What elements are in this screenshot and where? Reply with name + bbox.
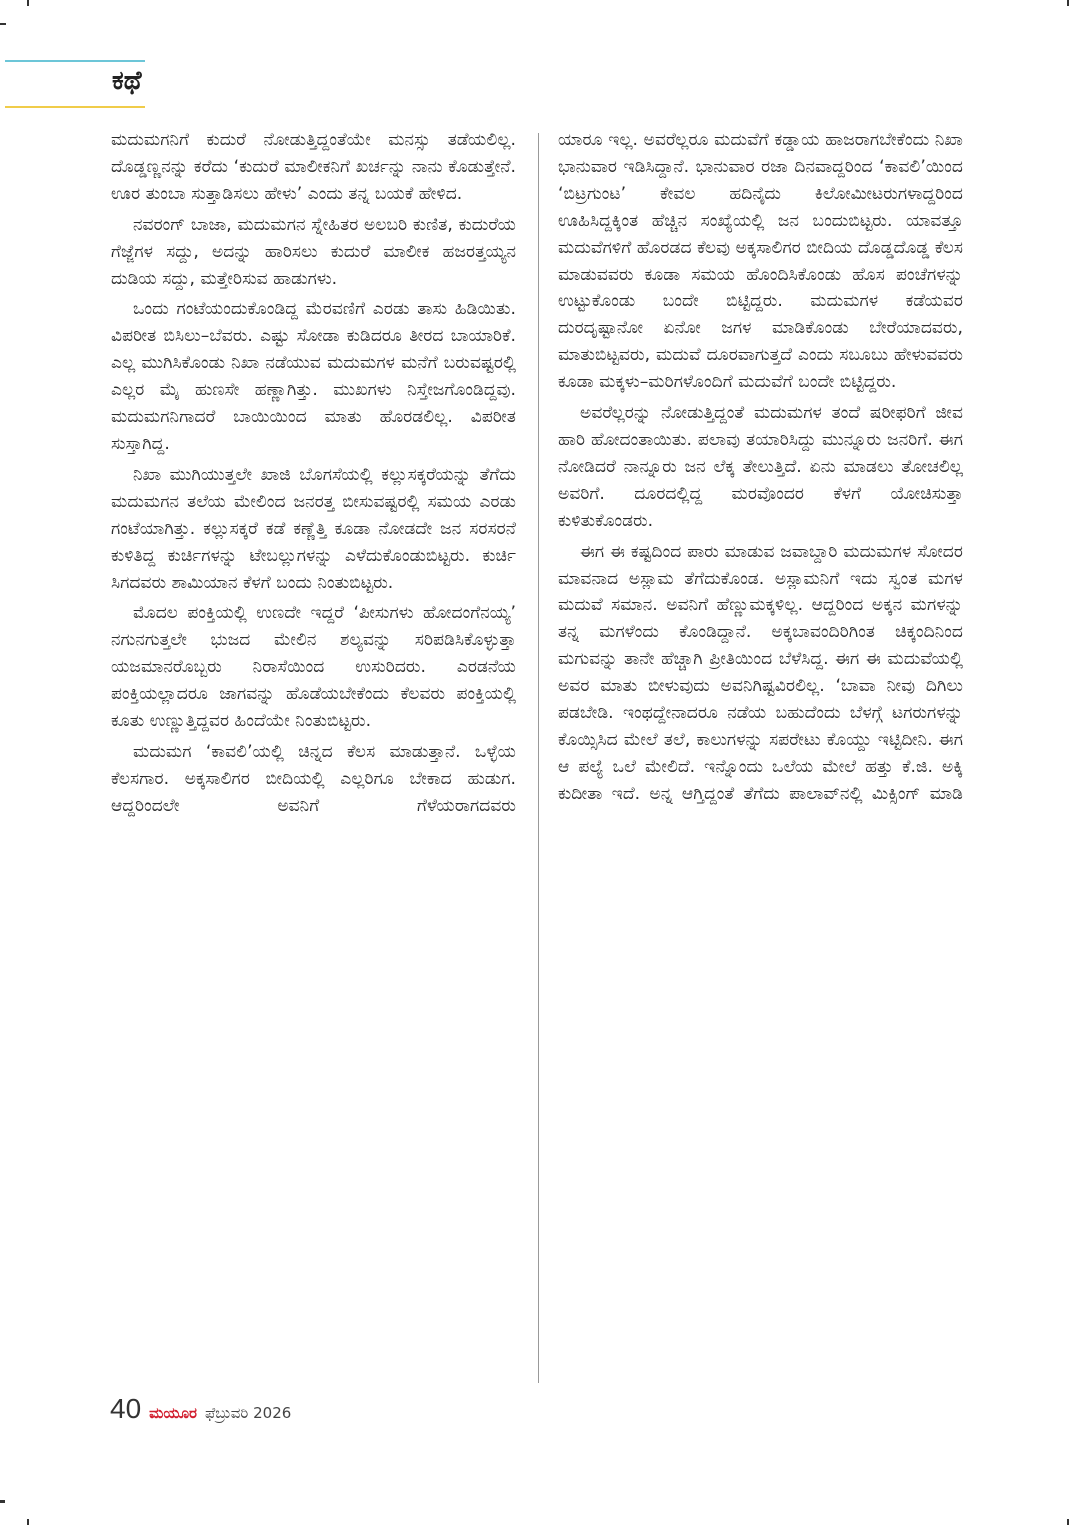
crop-mark <box>27 1519 29 1525</box>
paragraph: ಯಾರೂ ಇಲ್ಲ. ಅವರೆಲ್ಲರೂ ಮದುವೆಗೆ ಕಡ್ಡಾಯ ಹಾಜರಾಗಬೇಕೆಂದು ನಿಖಾ ಭಾನುವಾರ ಇಡಿಸಿದ್ದಾನೆ. ಭಾನುವಾರ ರಜಾ ದಿನವಾದ್ದರಿಂದ ‘ಕಾವಲಿ’ಯಿಂದ ‘ಬಿಟ್ರಗುಂಟ’ ಕೇವಲ ಹದಿನೈದು ಕಿಲೋಮೀಟರುಗಳಾದ್ದರಿಂದ ಊಹಿಸಿದ್ದಕ್ಕಿಂತ ಹೆಚ್ಚಿನ ಸಂಖ್ಯೆಯಲ್ಲಿ ಜನ ಬಂದುಬಿಟ್ಟರು. ಯಾವತ್ತೂ ಮದುವೆಗಳಿಗೆ ಹೊರಡದ ಕೆಲವು ಅಕ್ಕಸಾಲಿಗರ ಬೀದಿಯ ದೊಡ್ಡದೊಡ್ಡ ಕೆಲಸ ಮಾಡುವವರು ಕೂಡಾ ಸಮಯ ಹೊಂದಿಸಿಕೊಂಡು ಹೊಸ ಪಂಚೆಗಳನ್ನು ಉಟ್ಟುಕೊಂಡು ಬಂದೇ ಬಿಟ್ಟಿದ್ದರು. ಮದುಮಗಳ ಕಡೆಯವರ ದುರದೃಷ್ಟಾನೋ ಏನೋ ಜಗಳ ಮಾಡಿಕೊಂಡು ಬೇರೆಯಾದವರು, ಮಾತುಬಿಟ್ಟವರು, ಮದುವೆ ದೂರವಾಗುತ್ತದೆ ಎಂದು ಸಬೂಬು ಹೇಳುವವರು ಕೂಡಾ ಮಕ್ಕಳು–ಮರಿಗಳೊಂದಿಗೆ ಮದುವೆಗೆ ಬಂದೇ ಬಿಟ್ಟಿದ್ದರು. <box>558 130 963 393</box>
right-column <box>558 127 963 812</box>
paragraph: ನವರಂಗ್ ಬಾಜಾ, ಮದುಮಗನ ಸ್ನೇಹಿತರ ಅಲಬರಿ ಕುಣಿತ, ಕುದುರೆಯ ಗೆಜ್ಜೆಗಳ ಸದ್ದು, ಅದನ್ನು ಹಾರಿಸಲು ಕುದುರೆ ಮಾಲೀಕ ಹಜರತ್ತಯ್ಯನ ದುಡಿಯ ಸದ್ದು, ಮತ್ತೇರಿಸುವ ಹಾಡುಗಳು. <box>111 214 516 289</box>
paragraph: ನಿಖಾ ಮುಗಿಯುತ್ತಲೇ ಖಾಜಿ ಬೊಗಸೆಯಲ್ಲಿ ಕಲ್ಲುಸಕ್ಕರೆಯನ್ನು ತೆಗೆದು ಮದುಮಗನ ತಲೆಯ ಮೇಲಿಂದ ಜನರತ್ತ ಬೀಸುವಷ್ಟರಲ್ಲಿ ಸಮಯ ಎರಡು ಗಂಟೆಯಾಗಿತ್ತು. ಕಲ್ಲುಸಕ್ಕರೆ ಕಡೆ ಕಣ್ಣೆತ್ತಿ ಕೂಡಾ ನೋಡದೇ ಜನ ಸರಸರನೆ ಕುಳಿತಿದ್ದ ಕುರ್ಚಿಗಳನ್ನು ಟೇಬಲ್ಲುಗಳನ್ನು ಎಳೆದುಕೊಂಡುಬಿಟ್ಟರು. ಕುರ್ಚಿ ಸಿಗದವರು ಶಾಮಿಯಾನ ಕೆಳಗೆ ಬಂದು ನಿಂತುಬಿಟ್ಟರು. <box>111 464 516 593</box>
crop-mark <box>0 23 6 25</box>
paragraph: ಮೊದಲ ಪಂಕ್ತಿಯಲ್ಲಿ ಉಣದೇ ಇದ್ದರೆ ‘ಪೀಸುಗಳು ಹೋದಂಗೆನಯ್ಯ’ ನಗುನಗುತ್ತಲೇ ಭುಜದ ಮೇಲಿನ ಶಲ್ಯವನ್ನು ಸರಿಪಡಿಸಿಕೊಳ್ಳುತ್ತಾ ಯಜಮಾನರೊಬ್ಬರು ನಿರಾಸೆಯಿಂದ ಉಸುರಿದರು. ಎರಡನೆಯ ಪಂಕ್ತಿಯಲ್ಲಾದರೂ ಜಾಗವನ್ನು ಹೊಡೆಯಬೇಕೆಂದು ಕೆಲವರು ಪಂಕ್ತಿಯಲ್ಲಿ ಕೂತು ಉಣ್ಣುತ್ತಿದ್ದವರ ಹಿಂದೆಯೇ ನಿಂತುಬಿಟ್ಟರು. <box>111 603 516 732</box>
magazine-logo: ಮಯೂರ <box>149 1404 197 1422</box>
paragraph: ಒಂದು ಗಂಟೆಯಂದುಕೊಂಡಿದ್ದ ಮೆರವಣಿಗೆ ಎರಡು ತಾಸು ಹಿಡಿಯಿತು. ವಿಪರೀತ ಬಿಸಿಲು–ಬೆವರು. ಎಷ್ಟು ಸೋಡಾ ಕುಡಿದರೂ ತೀರದ ಬಾಯಾರಿಕೆ. ಎಲ್ಲ ಮುಗಿಸಿಕೊಂಡು ನಿಖಾ ನಡೆಯುವ ಮದುಮಗಳ ಮನೆಗೆ ಬರುವಷ್ಟರಲ್ಲಿ ಎಲ್ಲರ ಮೈ ಹುಣಸೇ ಹಣ್ಣಾಗಿತ್ತು. ಮುಖಗಳು ನಿಸ್ತೇಜಗೊಂಡಿದ್ದವು. ಮದುಮಗನಿಗಾದರೆ ಬಾಯಿಯಿಂದ ಮಾತು ಹೊರಡಲಿಲ್ಲ. ವಿಪರೀತ ಸುಸ್ತಾಗಿದ್ದ. <box>111 299 516 454</box>
header-top-rule <box>5 60 145 62</box>
section-title: ಕಥೆ <box>112 66 142 96</box>
left-column <box>111 127 516 824</box>
page-footer <box>110 1393 291 1425</box>
issue-date: ಫೆಬ್ರುವರಿ 2026 <box>205 1404 292 1422</box>
crop-mark <box>0 1500 5 1503</box>
paragraph: ಮದುಮಗನಿಗೆ ಕುದುರೆ ನೋಡುತ್ತಿದ್ದಂತೆಯೇ ಮನಸ್ಸು ತಡೆಯಲಿಲ್ಲ. ದೊಡ್ಡಣ್ಣನನ್ನು ಕರೆದು ‘ಕುದುರೆ ಮಾಲೀಕನಿಗೆ ಖರ್ಚನ್ನು ನಾನು ಕೊಡುತ್ತೇನೆ. ಊರ ತುಂಬಾ ಸುತ್ತಾಡಿಸಲು ಹೇಳು’ ಎಂದು ತನ್ನ ಬಯಕೆ ಹೇಳಿದ. <box>111 130 516 204</box>
column-divider <box>538 133 539 1383</box>
paragraph: ಈಗ ಈ ಕಷ್ಟದಿಂದ ಪಾರು ಮಾಡುವ ಜವಾಬ್ದಾರಿ ಮದುಮಗಳ ಸೋದರ ಮಾವನಾದ ಅಸ್ಲಾಮ ತೆಗೆದುಕೊಂಡ. ಅಸ್ಲಾಮನಿಗೆ ಇದು ಸ್ವಂತ ಮಗಳ ಮದುವೆ ಸಮಾನ. ಅವನಿಗೆ ಹೆಣ್ಣುಮಕ್ಕಳಿಲ್ಲ. ಆದ್ದರಿಂದ ಅಕ್ಕನ ಮಗಳನ್ನು ತನ್ನ ಮಗಳೆಂದು ಕೊಂಡಿದ್ದಾನೆ. ಅಕ್ಕಬಾವಂದಿರಿಗಿಂತ ಚಿಕ್ಕಂದಿನಿಂದ ಮಗುವನ್ನು ತಾನೇ ಹೆಚ್ಚಾಗಿ ಪ್ರೀತಿಯಿಂದ ಬೆಳೆಸಿದ್ದ. ಈಗ ಈ ಮದುವೆಯಲ್ಲಿ ಅವರ ಮಾತು ಬೀಳುವುದು ಅವನಿಗಿಷ್ಟವಿರಲಿಲ್ಲ. ‘ಬಾವಾ ನೀವು ದಿಗಿಲು ಪಡಬೇಡಿ. ಇಂಥದ್ದೇನಾದರೂ ನಡೆಯ ಬಹುದೆಂದು ಬೆಳಗ್ಗೆ ಟಗರುಗಳನ್ನು ಕೊಯ್ಸಿಸಿದ ಮೇಲೆ ತಲೆ, ಕಾಲುಗಳನ್ನು ಸಪರೇಟು ಕೊಯ್ದು ಇಟ್ಟಿದೀನಿ. ಈಗ ಆ ಪಲ್ಯೆ ಒಲೆ ಮೇಲಿದೆ. ಇನ್ನೊಂದು ಒಲೆಯ ಮೇಲೆ ಹತ್ತು ಕೆ.ಜಿ. ಅಕ್ಕಿ ಕುದೀತಾ ಇದೆ. ಅನ್ನ ಆಗ್ತಿದ್ದಂತೆ ತೆಗೆದು ಪಾಲಾವ್‌ನಲ್ಲಿ ಮಿಕ್ಸಿಂಗ್ ಮಾಡಿ <box>558 541 963 804</box>
paragraph: ಅವರೆಲ್ಲರನ್ನು ನೋಡುತ್ತಿದ್ದಂತೆ ಮದುಮಗಳ ತಂದೆ ಷರೀಫರಿಗೆ ಜೀವ ಹಾರಿ ಹೋದಂತಾಯಿತು. ಪಲಾವು ತಯಾರಿಸಿದ್ದು ಮುನ್ನೂರು ಜನರಿಗೆ. ಈಗ ನೋಡಿದರೆ ನಾನ್ನೂರು ಜನ ಲೆಕ್ಕ ತೇಲುತ್ತಿದೆ. ಏನು ಮಾಡಲು ತೋಚಲಿಲ್ಲ ಅವರಿಗೆ. ದೂರದಲ್ಲಿದ್ದ ಮರವೊಂದರ ಕೆಳಗೆ ಯೋಚಿಸುತ್ತಾ ಕುಳಿತುಕೊಂಡರು. <box>558 403 963 531</box>
crop-mark <box>1067 1519 1069 1525</box>
page-number: 40 <box>110 1393 142 1424</box>
crop-mark <box>1067 0 1069 6</box>
header-bottom-rule <box>5 106 145 108</box>
crop-mark <box>27 0 29 6</box>
paragraph: ಮದುಮಗ ‘ಕಾವಲಿ’ಯಲ್ಲಿ ಚಿನ್ನದ ಕೆಲಸ ಮಾಡುತ್ತಾನೆ. ಒಳ್ಳೆಯ ಕೆಲಸಗಾರ. ಅಕ್ಕಸಾಲಿಗರ ಬೀದಿಯಲ್ಲಿ ಎಲ್ಲರಿಗೂ ಬೇಕಾದ ಹುಡುಗ. ಆದ್ದರಿಂದಲೇ ಅವನಿಗೆ ಗೆಳೆಯರಾಗದವರು <box>111 741 516 816</box>
